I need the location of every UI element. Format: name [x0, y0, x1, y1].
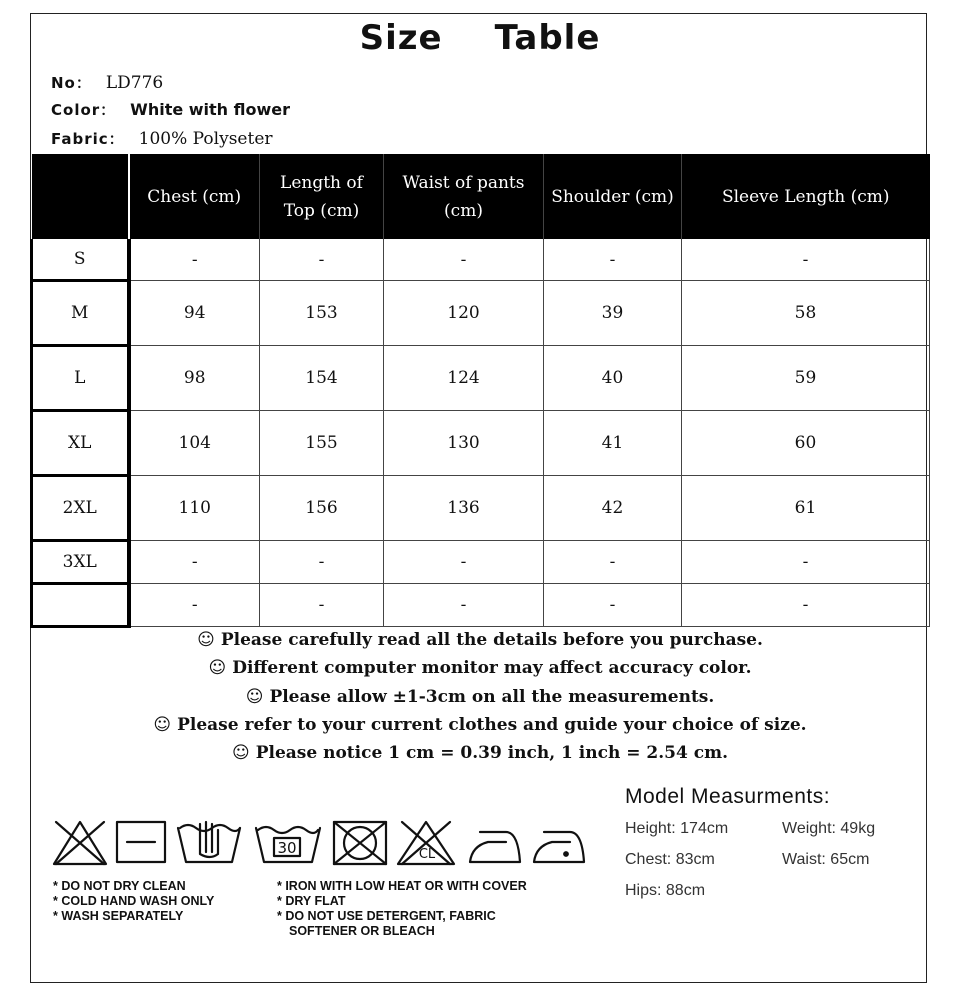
care-instruction: SOFTENER OR BLEACH	[289, 924, 435, 938]
no-tumble-dry-icon	[54, 822, 106, 864]
model-row	[625, 851, 875, 882]
care-instructions-left	[53, 879, 214, 924]
sleeve-cell: 61	[682, 476, 930, 541]
length-cell: 154	[260, 346, 384, 411]
chest-cell: 94	[129, 281, 260, 346]
length-cell: 156	[260, 476, 384, 541]
care-instruction: * DO NOT USE DETERGENT, FABRIC	[277, 909, 496, 923]
product-number-label: No：	[51, 74, 92, 92]
svg-text:CL: CL	[418, 847, 436, 862]
chest-cell: -	[129, 541, 260, 584]
dry-flat-icon	[117, 822, 165, 862]
size-table	[30, 154, 930, 628]
table-row	[32, 541, 930, 584]
shoulder-cell: -	[544, 584, 682, 627]
care-instruction: * IRON WITH LOW HEAT OR WITH COVER	[277, 879, 527, 893]
care-symbols	[52, 818, 592, 870]
sleeve-cell: 60	[682, 411, 930, 476]
chest-cell: -	[129, 584, 260, 627]
purchase-notes	[0, 626, 960, 767]
sleeve-cell: 59	[682, 346, 930, 411]
care-instruction: * DO NOT DRY CLEAN	[53, 879, 186, 893]
product-color	[51, 99, 290, 120]
waist-cell: 130	[384, 411, 544, 476]
note-line: ☺ Different computer monitor may affect accuracy color.	[208, 658, 752, 679]
care-instructions-right	[277, 879, 527, 939]
do-not-bleach-icon	[398, 822, 454, 864]
model-row	[625, 820, 875, 851]
shoulder-cell: -	[544, 541, 682, 584]
hand-wash-icon	[178, 822, 240, 862]
note-line: ☺ Please allow ±1-3cm on all the measurements.	[245, 686, 715, 707]
shoulder-cell: 42	[544, 476, 682, 541]
chest-cell: 98	[129, 346, 260, 411]
size-table-header	[32, 154, 930, 239]
shoulder-cell: -	[544, 239, 682, 281]
waist-cell: -	[384, 239, 544, 281]
model-measurements	[625, 785, 875, 913]
sleeve-cell: 58	[682, 281, 930, 346]
shoulder-cell: 41	[544, 411, 682, 476]
header-length-of-top: Length of Top (cm)	[260, 154, 384, 239]
header-corner	[32, 154, 129, 239]
model-chest: Chest: 83cm	[625, 851, 715, 868]
chest-cell: -	[129, 239, 260, 281]
title-word-size: Size	[359, 18, 443, 58]
waist-cell: 136	[384, 476, 544, 541]
smiley-icon: ☺	[232, 743, 250, 764]
chest-cell: 104	[129, 411, 260, 476]
waist-cell: 124	[384, 346, 544, 411]
header-shoulder: Shoulder (cm)	[544, 154, 682, 239]
model-measurements-title: Model Measurments:	[625, 785, 831, 808]
page-title	[0, 18, 960, 58]
smiley-icon: ☺	[245, 686, 264, 707]
product-color-label: Color：	[51, 101, 117, 119]
product-fabric-value: 100% Polyseter	[138, 129, 273, 149]
product-number-value: LD776	[105, 73, 164, 93]
shoulder-cell: 40	[544, 346, 682, 411]
waist-cell: 120	[384, 281, 544, 346]
product-fabric-label: Fabric：	[51, 130, 125, 148]
table-row	[32, 281, 930, 346]
size-cell	[32, 584, 129, 627]
wash-30-icon	[256, 827, 320, 862]
size-cell: L	[32, 346, 129, 411]
note-line: ☺ Please notice 1 cm = 0.39 inch, 1 inch = 2.54 cm.	[232, 743, 728, 764]
title-word-table: Table	[494, 18, 601, 58]
note-line: ☺ Please refer to your current clothes and guide your choice of size.	[153, 714, 807, 735]
waist-cell: -	[384, 584, 544, 627]
do-not-wash-machine-icon	[334, 822, 386, 864]
iron-icon	[470, 832, 520, 862]
table-row	[32, 239, 930, 281]
chest-cell: 110	[129, 476, 260, 541]
table-row	[32, 346, 930, 411]
waist-cell: -	[384, 541, 544, 584]
header-chest: Chest (cm)	[129, 154, 260, 239]
svg-text:30: 30	[277, 839, 297, 857]
length-cell: 153	[260, 281, 384, 346]
header-waist-of-pants: Waist of pants (cm)	[384, 154, 544, 239]
smiley-icon: ☺	[197, 630, 215, 650]
table-row	[32, 411, 930, 476]
model-row	[625, 882, 875, 913]
sleeve-cell: -	[682, 541, 930, 584]
model-hips: Hips: 88cm	[625, 882, 706, 899]
smiley-icon: ☺	[153, 714, 172, 735]
length-cell: 155	[260, 411, 384, 476]
care-instruction: * COLD HAND WASH ONLY	[53, 894, 215, 908]
note-line: ☺ Please carefully read all the details before you purchase.	[197, 630, 763, 650]
table-row	[32, 584, 930, 627]
size-cell: 3XL	[32, 541, 129, 584]
product-color-value: White with flower	[130, 100, 291, 119]
shoulder-cell: 39	[544, 281, 682, 346]
length-cell: -	[260, 239, 384, 281]
size-cell: 2XL	[32, 476, 129, 541]
model-height: Height: 174cm	[625, 820, 729, 837]
sleeve-cell: -	[682, 584, 930, 627]
model-weight: Weight: 49kg	[782, 820, 876, 837]
table-row	[32, 476, 930, 541]
smiley-icon: ☺	[208, 658, 227, 679]
iron-low-heat-icon	[534, 832, 584, 862]
length-cell: -	[260, 541, 384, 584]
care-instruction: * WASH SEPARATELY	[53, 909, 184, 923]
length-cell: -	[260, 584, 384, 627]
product-fabric	[51, 128, 273, 149]
care-instruction: * DRY FLAT	[277, 894, 346, 908]
sleeve-cell: -	[682, 239, 930, 281]
size-cell: XL	[32, 411, 129, 476]
product-number	[51, 72, 163, 93]
size-cell: M	[32, 281, 129, 346]
size-cell: S	[32, 239, 129, 281]
header-sleeve-length: Sleeve Length (cm)	[682, 154, 930, 239]
model-waist: Waist: 65cm	[782, 851, 870, 868]
